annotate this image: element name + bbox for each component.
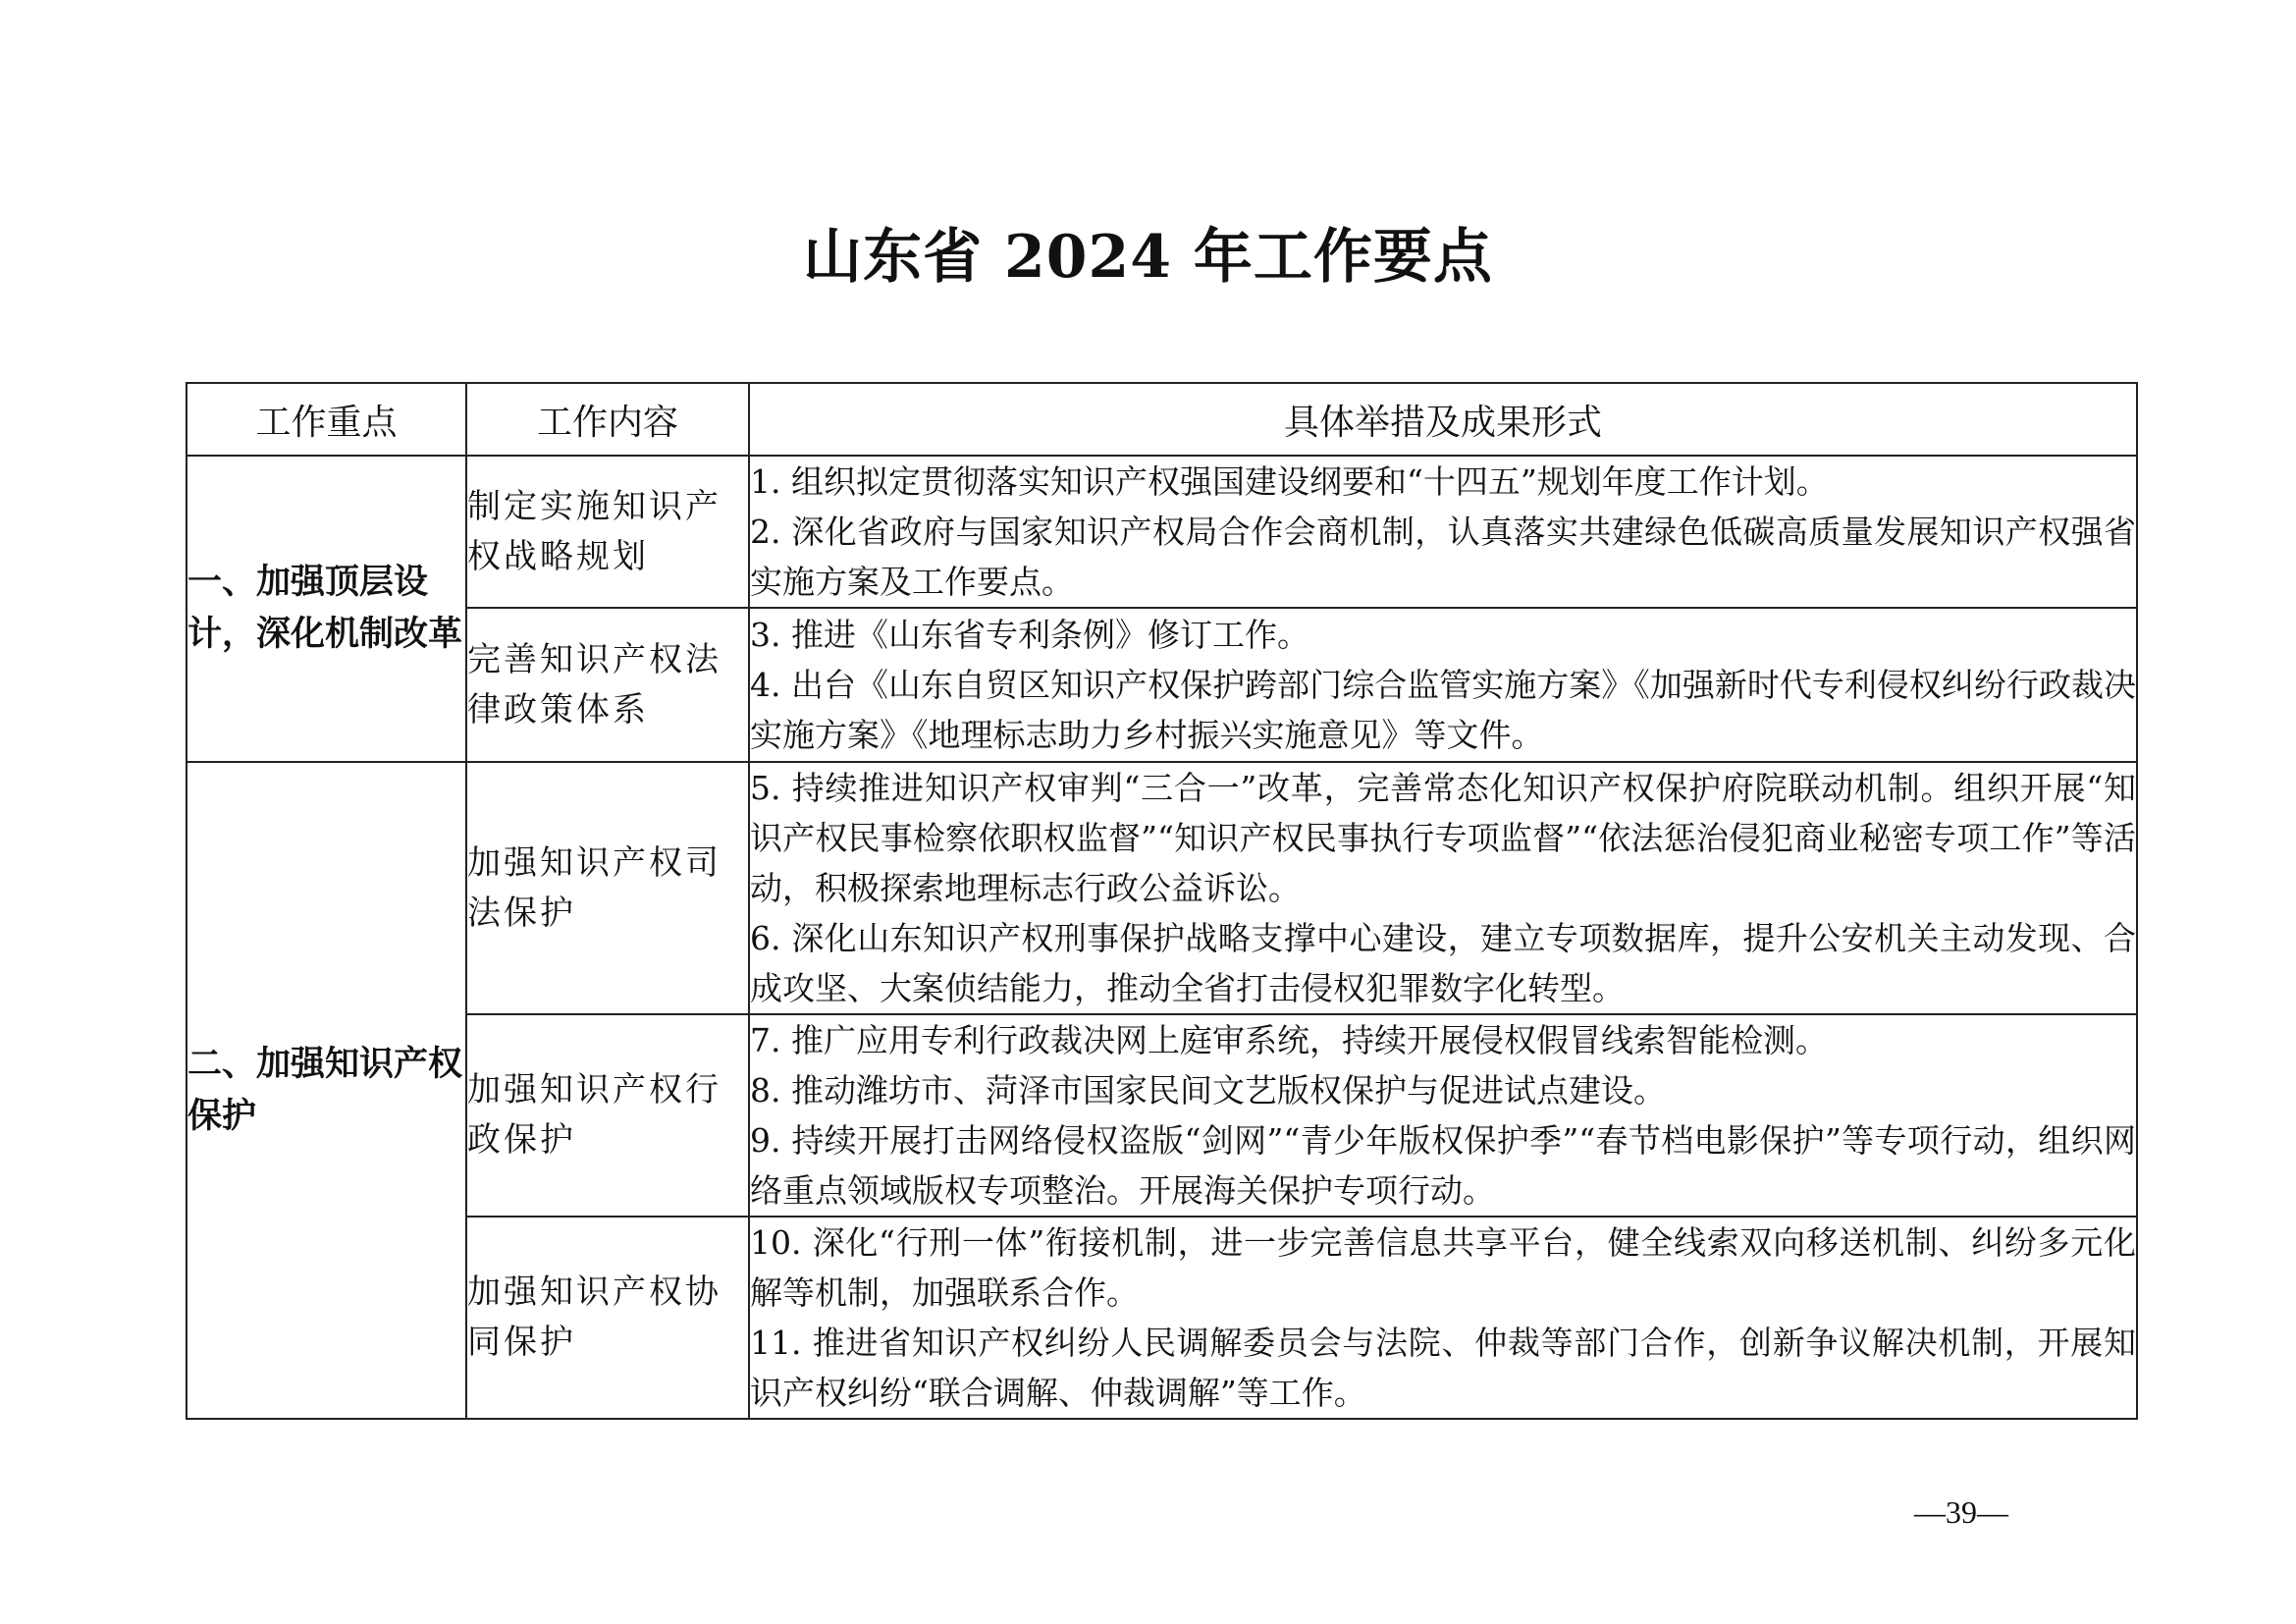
table-row — [187, 762, 2137, 1014]
measures-cell — [749, 762, 2137, 1014]
measures-cell — [749, 1014, 2137, 1217]
measure-item: 7. 推广应用专利行政裁决网上庭审系统，持续开展侵权假冒线索智能检测。 — [750, 1021, 1828, 1059]
focus-cell: 二、加强知识产权保护 — [187, 762, 466, 1419]
header-focus: 工作重点 — [187, 383, 466, 456]
content-cell: 加强知识产权行政保护 — [466, 1014, 749, 1217]
measures-cell — [749, 456, 2137, 608]
header-measures: 具体举措及成果形式 — [749, 383, 2137, 456]
measure-item: 8. 推动潍坊市、菏泽市国家民间文艺版权保护与促进试点建设。 — [750, 1071, 1666, 1110]
table-row — [187, 1014, 2137, 1217]
measure-item: 2. 深化省政府与国家知识产权局合作会商机制，认真落实共建绿色低碳高质量发展知识产权强省实施方案及工作要点。 — [750, 513, 2136, 601]
measure-item: 11. 推进省知识产权纠纷人民调解委员会与法院、仲裁等部门合作，创新争议解决机制，开展知识产权纠纷“联合调解、仲裁调解”等工作。 — [750, 1324, 2136, 1412]
measure-item: 6. 深化山东知识产权刑事保护战略支撑中心建设，建立专项数据库，提升公安机关主动发现、合成攻坚、大案侦结能力，推动全省打击侵权犯罪数字化转型。 — [750, 919, 2136, 1007]
page-number: —39— — [1914, 1494, 2008, 1530]
table-header-row — [187, 383, 2137, 456]
measure-item: 3. 推进《山东省专利条例》修订工作。 — [750, 616, 1309, 654]
content-cell: 完善知识产权法律政策体系 — [466, 608, 749, 762]
header-content: 工作内容 — [466, 383, 749, 456]
focus-cell: 一、加强顶层设计，深化机制改革 — [187, 456, 466, 762]
content-cell: 加强知识产权司法保护 — [466, 762, 749, 1014]
table-row — [187, 1217, 2137, 1419]
measure-item: 1. 组织拟定贯彻落实知识产权强国建设纲要和“十四五”规划年度工作计划。 — [750, 462, 1829, 501]
work-plan-table — [186, 382, 2138, 1420]
measure-item: 9. 持续开展打击网络侵权盗版“剑网”“青少年版权保护季”“春节档电影保护”等专项行动，组织网络重点领域版权专项整治。开展海关保护专项行动。 — [750, 1121, 2136, 1210]
content-cell: 加强知识产权协同保护 — [466, 1217, 749, 1419]
measure-item: 5. 持续推进知识产权审判“三合一”改革，完善常态化知识产权保护府院联动机制。组织开展“知识产权民事检察依职权监督”“知识产权民事执行专项监督”“依法惩治侵犯商业秘密专项工作”等活动，积极探索地理标志行政公益诉讼。 — [750, 769, 2136, 907]
measure-item: 4. 出台《山东自贸区知识产权保护跨部门综合监管实施方案》《加强新时代专利侵权纠纷行政裁决实施方案》《地理标志助力乡村振兴实施意见》等文件。 — [750, 666, 2136, 754]
measure-item: 10. 深化“行刑一体”衔接机制，进一步完善信息共享平台，健全线索双向移送机制、纠纷多元化解等机制，加强联系合作。 — [750, 1223, 2136, 1312]
table-row — [187, 456, 2137, 608]
measures-cell — [749, 1217, 2137, 1419]
content-cell: 制定实施知识产权战略规划 — [466, 456, 749, 608]
document-title: 山东省 2024 年工作要点 — [803, 223, 1493, 292]
table-row — [187, 608, 2137, 762]
measures-cell — [749, 608, 2137, 762]
